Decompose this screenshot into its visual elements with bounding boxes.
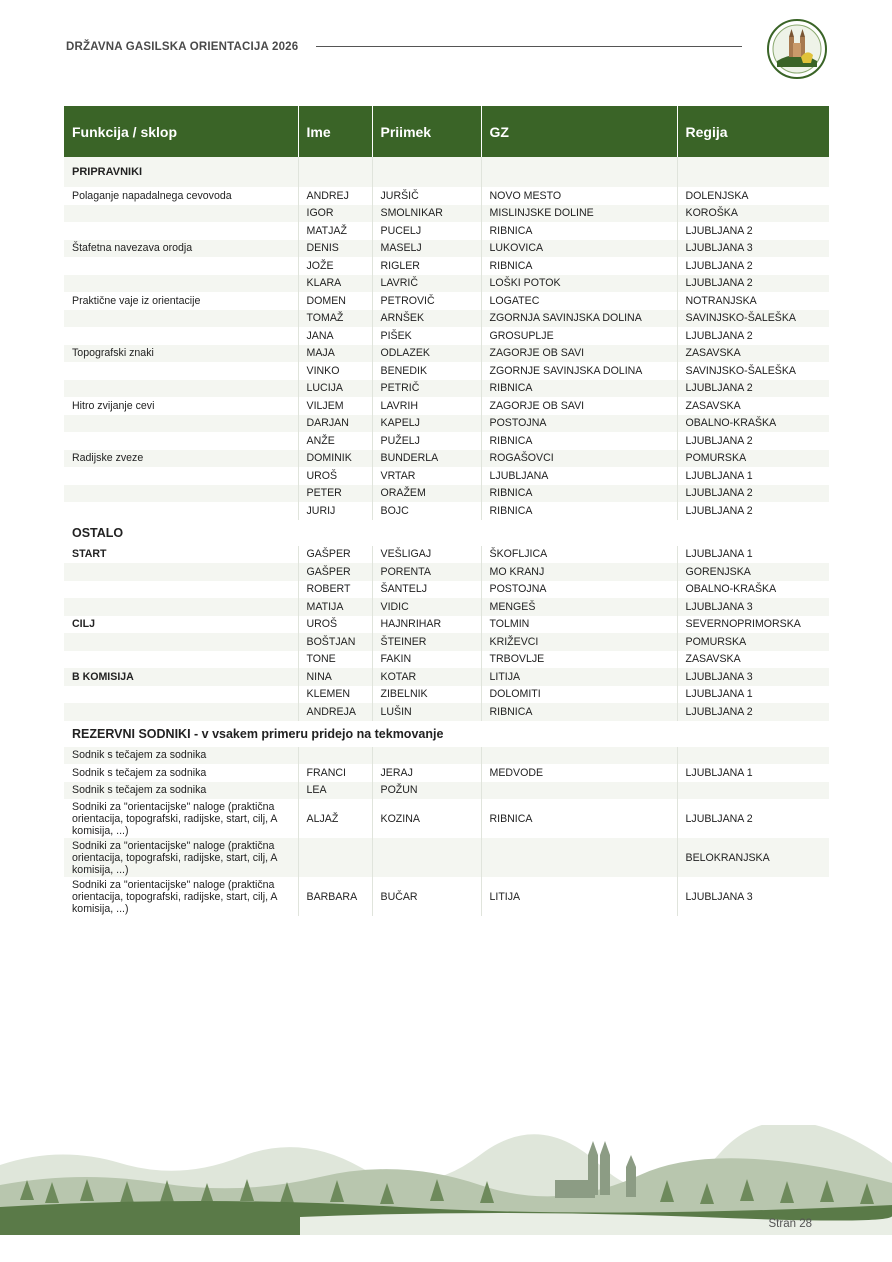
cell-ime: JURIJ	[298, 502, 372, 520]
cell-gz: POSTOJNA	[481, 415, 677, 433]
cell-priimek: JERAJ	[372, 764, 481, 782]
cell-ime: DARJAN	[298, 415, 372, 433]
cell-regija: LJUBLJANA 1	[685, 548, 753, 561]
section-rezervni	[64, 721, 829, 747]
cell-gz: TOLMIN	[481, 616, 677, 634]
cell-gz: ZAGORJE OB SAVI	[481, 397, 677, 415]
table-row	[64, 546, 829, 564]
cell-priimek: ŠTEINER	[372, 633, 481, 651]
cell-funkcija	[64, 467, 298, 485]
cell-funkcija: Sodnik s tečajem za sodnika	[64, 747, 298, 765]
section-ostalo	[64, 520, 829, 546]
cell-priimek: VIDIC	[372, 598, 481, 616]
cell-regija: LJUBLJANA 2	[685, 504, 753, 517]
cell-regija: OBALNO-KRAŠKA	[685, 583, 777, 596]
table-row	[64, 598, 829, 616]
cell-priimek: PUCELJ	[372, 222, 481, 240]
table-row	[64, 257, 829, 275]
cell-ime: KLEMEN	[298, 686, 372, 704]
cell-ime: BARBARA	[298, 877, 372, 916]
section-pripravniki: PRIPRAVNIKI	[64, 157, 829, 187]
cell-gz: NOVO MESTO	[481, 187, 677, 205]
cell-priimek: FAKIN	[372, 651, 481, 669]
table-row	[64, 380, 829, 398]
cell-funkcija: START	[64, 546, 298, 564]
table-row	[64, 432, 829, 450]
cell-ime: ROBERT	[298, 581, 372, 599]
table-row	[64, 397, 829, 415]
table-row	[64, 799, 829, 838]
cell-regija: LJUBLJANA 2	[677, 703, 829, 721]
header-divider	[316, 46, 742, 47]
cell-regija: SAVINJSKO-ŠALEŠKA	[685, 364, 796, 377]
cell-regija: LJUBLJANA 2	[685, 812, 753, 825]
table-row	[64, 292, 829, 310]
cell-funkcija	[64, 581, 298, 599]
table-row	[64, 877, 829, 916]
table-row	[64, 187, 829, 205]
cell-gz: LOŠKI POTOK	[481, 275, 677, 293]
cell-ime: ANDREJA	[298, 703, 372, 721]
cell-priimek: VEŠLIGAJ	[372, 546, 481, 564]
cell-priimek: BUČAR	[372, 877, 481, 916]
cell-priimek: PUŽELJ	[372, 432, 481, 450]
table-row	[64, 240, 829, 258]
cell-priimek: LAVRIČ	[372, 275, 481, 293]
cell-ime	[298, 838, 372, 877]
cell-gz: RIBNICA	[481, 502, 677, 520]
table-row	[64, 415, 829, 433]
cell-priimek: POŽUN	[372, 782, 481, 800]
col-priimek: Priimek	[372, 106, 481, 157]
table-row	[64, 782, 829, 800]
table-row	[64, 747, 829, 765]
table-row	[64, 616, 829, 634]
cell-funkcija	[64, 485, 298, 503]
cell-regija: LJUBLJANA 3	[677, 240, 829, 258]
cell-regija: LJUBLJANA 2	[685, 224, 753, 237]
cell-priimek: ORAŽEM	[372, 485, 481, 503]
cell-funkcija	[64, 703, 298, 721]
cell-funkcija	[64, 362, 298, 380]
cell-gz	[481, 782, 677, 800]
cell-priimek: LAVRIH	[372, 397, 481, 415]
cell-funkcija	[64, 275, 298, 293]
col-funkcija: Funkcija / sklop	[64, 106, 298, 157]
cell-priimek: ARNŠEK	[372, 310, 481, 328]
col-gz: GZ	[481, 106, 677, 157]
cell-priimek: BUNDERLA	[372, 450, 481, 468]
cell-priimek: HAJNRIHAR	[372, 616, 481, 634]
cell-gz: LJUBLJANA	[481, 467, 677, 485]
cell-ime: LUCIJA	[298, 380, 372, 398]
cell-ime	[298, 747, 372, 765]
landscape-illustration	[0, 1125, 892, 1235]
cell-regija: DOLENJSKA	[685, 189, 749, 202]
cell-gz: GROSUPLJE	[481, 327, 677, 345]
cell-funkcija: Sodniki za "orientacijske" naloge (praktična orientacija, topografski, radijske, start, cilj, A komisija, ...)	[64, 838, 298, 877]
cell-ime: IGOR	[298, 205, 372, 223]
cell-priimek: BOJC	[372, 502, 481, 520]
cell-gz: KRIŽEVCI	[481, 633, 677, 651]
cell-ime: VILJEM	[298, 397, 372, 415]
table-row	[64, 502, 829, 520]
cell-funkcija	[64, 415, 298, 433]
cell-gz: RIBNICA	[481, 257, 677, 275]
page-number: Stran 28	[768, 1218, 812, 1230]
cell-regija: SEVERNOPRIMORSKA	[685, 618, 801, 631]
cell-ime: MAJA	[298, 345, 372, 363]
cell-gz: RIBNICA	[481, 432, 677, 450]
cell-regija	[677, 782, 829, 800]
table-row	[64, 838, 829, 877]
cell-regija	[677, 747, 829, 765]
cell-ime: GAŠPER	[298, 563, 372, 581]
table-header-row	[64, 106, 829, 157]
cell-funkcija: Polaganje napadalnega cevovoda	[64, 187, 298, 205]
cell-priimek: PETROVIČ	[372, 292, 481, 310]
cell-ime: UROŠ	[298, 616, 372, 634]
cell-funkcija	[64, 205, 298, 223]
cell-regija: ZASAVSKA	[677, 345, 829, 363]
cell-gz: RIBNICA	[481, 485, 677, 503]
cell-ime: LEA	[298, 782, 372, 800]
table-row	[64, 485, 829, 503]
cell-gz: DOLOMITI	[481, 686, 677, 704]
cell-funkcija	[64, 222, 298, 240]
cell-ime: GAŠPER	[298, 546, 372, 564]
cell-ime: TOMAŽ	[298, 310, 372, 328]
cell-funkcija: Praktične vaje iz orientacije	[64, 292, 298, 310]
cell-priimek: KOTAR	[372, 668, 481, 686]
cell-priimek: KAPELJ	[372, 415, 481, 433]
table-row	[64, 668, 829, 686]
cell-gz: LOGATEC	[481, 292, 677, 310]
cell-gz: RIBNICA	[481, 703, 677, 721]
cell-funkcija	[64, 432, 298, 450]
cell-regija: LJUBLJANA 1	[685, 469, 753, 482]
cell-regija: LJUBLJANA 2	[677, 485, 829, 503]
cell-gz: RIBNICA	[481, 222, 677, 240]
cell-ime: ALJAŽ	[298, 799, 372, 838]
cell-gz: MENGEŠ	[481, 598, 677, 616]
table-row	[64, 651, 829, 669]
cell-funkcija: B KOMISIJA	[64, 668, 298, 686]
cell-regija: KOROŠKA	[677, 205, 829, 223]
cell-ime: UROŠ	[298, 467, 372, 485]
cell-funkcija: Štafetna navezava orodja	[64, 240, 298, 258]
cell-regija: LJUBLJANA 2	[685, 259, 753, 272]
table-row	[64, 327, 829, 345]
cell-gz: LITIJA	[481, 877, 677, 916]
table-row	[64, 362, 829, 380]
cell-regija: LJUBLJANA 2	[685, 329, 753, 342]
cell-funkcija: Sodniki za "orientacijske" naloge (praktična orientacija, topografski, radijske, start, cilj, A komisija, ...)	[64, 877, 298, 916]
cell-funkcija	[64, 380, 298, 398]
cell-ime: PETER	[298, 485, 372, 503]
cell-ime: JOŽE	[298, 257, 372, 275]
cell-gz: RIBNICA	[481, 380, 677, 398]
cell-ime: TONE	[298, 651, 372, 669]
cell-priimek: ZIBELNIK	[372, 686, 481, 704]
cell-regija: BELOKRANJSKA	[677, 838, 829, 877]
cell-gz: ROGAŠOVCI	[481, 450, 677, 468]
cell-ime: DOMEN	[298, 292, 372, 310]
table-row	[64, 686, 829, 704]
cell-regija: POMURSKA	[677, 450, 829, 468]
cell-gz: RIBNICA	[481, 799, 677, 838]
judges-table	[64, 106, 829, 916]
table-row	[64, 581, 829, 599]
cell-priimek	[372, 747, 481, 765]
col-regija: Regija	[677, 106, 829, 157]
cell-ime: ANŽE	[298, 432, 372, 450]
cell-ime: JANA	[298, 327, 372, 345]
cell-ime: NINA	[298, 668, 372, 686]
cell-priimek: KOZINA	[372, 799, 481, 838]
cell-ime: DOMINIK	[298, 450, 372, 468]
cell-funkcija	[64, 686, 298, 704]
cell-gz	[481, 747, 677, 765]
cell-gz: ZGORNJA SAVINJSKA DOLINA	[481, 310, 677, 328]
cell-priimek: RIGLER	[372, 257, 481, 275]
cell-regija: LJUBLJANA 3	[677, 598, 829, 616]
cell-ime: VINKO	[298, 362, 372, 380]
cell-gz: MEDVODE	[481, 764, 677, 782]
cell-priimek: SMOLNIKAR	[372, 205, 481, 223]
cell-gz: TRBOVLJE	[481, 651, 677, 669]
cell-funkcija	[64, 327, 298, 345]
cell-regija: ZASAVSKA	[685, 653, 741, 666]
table-row	[64, 633, 829, 651]
table-row	[64, 310, 829, 328]
cell-funkcija	[64, 502, 298, 520]
col-ime: Ime	[298, 106, 372, 157]
cell-funkcija	[64, 310, 298, 328]
cell-priimek: MASELJ	[372, 240, 481, 258]
cell-funkcija: Sodnik s tečajem za sodnika	[64, 764, 298, 782]
cell-funkcija: Radijske zveze	[64, 450, 298, 468]
table-row	[64, 467, 829, 485]
cell-funkcija	[64, 563, 298, 581]
table-row	[64, 275, 829, 293]
cell-priimek: BENEDIK	[372, 362, 481, 380]
cell-funkcija	[64, 257, 298, 275]
table-body	[64, 157, 829, 916]
cell-gz: MO KRANJ	[481, 563, 677, 581]
cell-gz: ZAGORJE OB SAVI	[481, 345, 677, 363]
cell-funkcija: Hitro zvijanje cevi	[64, 397, 298, 415]
cell-gz: MISLINJSKE DOLINE	[481, 205, 677, 223]
cell-regija: POMURSKA	[677, 633, 829, 651]
cell-regija: LJUBLJANA 1	[685, 688, 753, 701]
section-title: OSTALO	[64, 520, 829, 546]
cell-gz: POSTOJNA	[481, 581, 677, 599]
cell-priimek: ŠANTELJ	[372, 581, 481, 599]
cell-regija: GORENJSKA	[677, 563, 829, 581]
cell-gz	[481, 838, 677, 877]
cell-priimek: VRTAR	[372, 467, 481, 485]
cell-funkcija: CILJ	[64, 616, 298, 634]
cell-funkcija: Topografski znaki	[64, 345, 298, 363]
cell-funkcija	[64, 633, 298, 651]
cell-gz: ZGORNJE SAVINJSKA DOLINA	[481, 362, 677, 380]
cell-regija: NOTRANJSKA	[685, 294, 757, 307]
cell-regija: LJUBLJANA 2	[685, 434, 753, 447]
table-row	[64, 222, 829, 240]
cell-priimek: ODLAZEK	[372, 345, 481, 363]
cell-regija: LJUBLJANA 1	[685, 766, 753, 779]
table-row	[64, 703, 829, 721]
cell-gz: LUKOVICA	[481, 240, 677, 258]
cell-regija: ZASAVSKA	[685, 399, 741, 412]
cell-priimek: PORENTA	[372, 563, 481, 581]
section-title: REZERVNI SODNIKI - v vsakem primeru pridejo na tekmovanje	[64, 721, 829, 747]
cell-regija: LJUBLJANA 3	[677, 668, 829, 686]
cell-priimek: LUŠIN	[372, 703, 481, 721]
cell-regija: LJUBLJANA 2	[677, 380, 829, 398]
cell-regija: OBALNO-KRAŠKA	[677, 415, 829, 433]
header-title: DRŽAVNA GASILSKA ORIENTACIJA 2026	[66, 41, 299, 53]
cell-regija: LJUBLJANA 2	[677, 275, 829, 293]
cell-priimek: JURŠIČ	[372, 187, 481, 205]
cell-funkcija	[64, 651, 298, 669]
cell-regija: SAVINJSKO-ŠALEŠKA	[677, 310, 829, 328]
cell-priimek: PETRIČ	[372, 380, 481, 398]
cell-ime: MATIJA	[298, 598, 372, 616]
cell-ime: KLARA	[298, 275, 372, 293]
table-row	[64, 450, 829, 468]
fire-brigade-logo	[767, 19, 827, 79]
cell-regija: LJUBLJANA 3	[685, 890, 753, 903]
cell-ime: BOŠTJAN	[298, 633, 372, 651]
cell-funkcija: Sodnik s tečajem za sodnika	[64, 782, 298, 800]
table-row	[64, 345, 829, 363]
cell-ime: MATJAŽ	[298, 222, 372, 240]
table-row	[64, 563, 829, 581]
cell-ime: FRANCI	[298, 764, 372, 782]
table-row	[64, 764, 829, 782]
cell-funkcija	[64, 598, 298, 616]
cell-ime: DENIS	[298, 240, 372, 258]
cell-priimek: PIŠEK	[372, 327, 481, 345]
cell-funkcija: Sodniki za "orientacijske" naloge (praktična orientacija, topografski, radijske, start, cilj, A komisija, ...)	[64, 799, 298, 838]
table-row	[64, 205, 829, 223]
cell-gz: ŠKOFLJICA	[481, 546, 677, 564]
cell-ime: ANDREJ	[298, 187, 372, 205]
cell-gz: LITIJA	[481, 668, 677, 686]
cell-priimek	[372, 838, 481, 877]
